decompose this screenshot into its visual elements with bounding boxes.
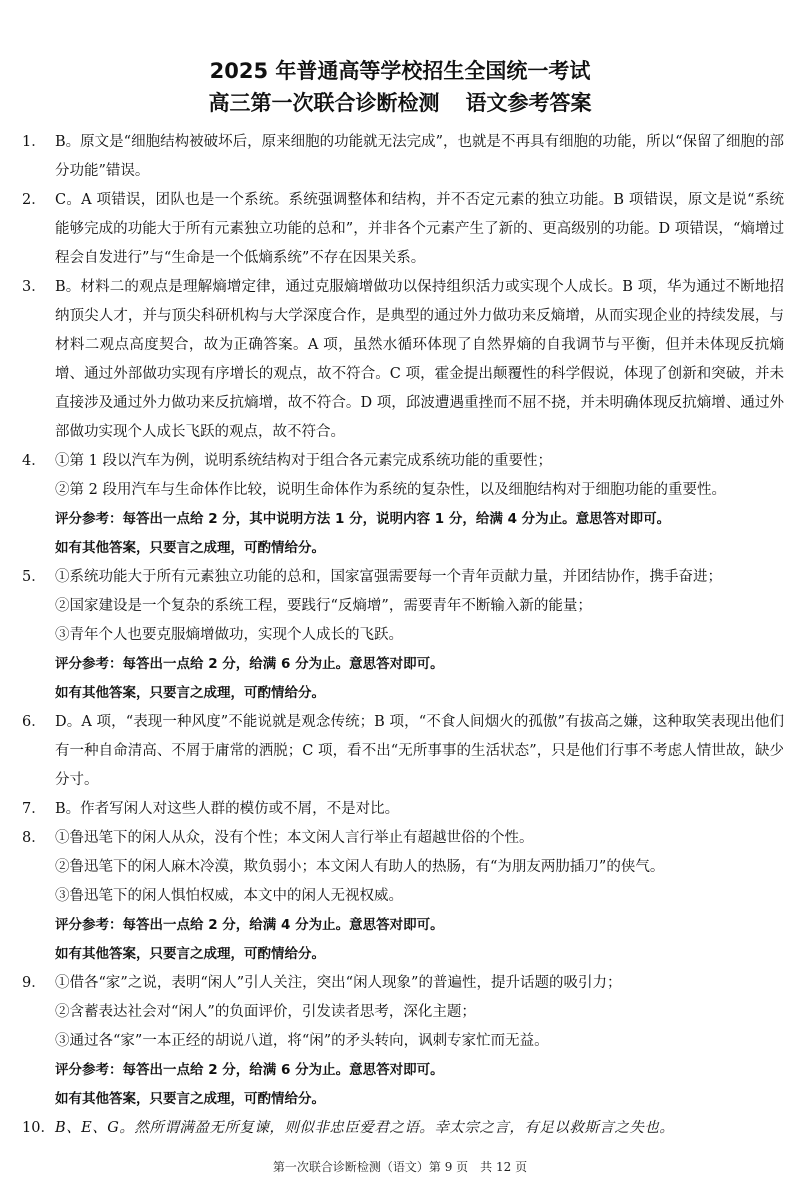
item-number: 2． <box>22 192 46 208</box>
item-number: 1． <box>22 134 46 150</box>
answer-key-title <box>0 87 800 119</box>
answer-item-9 <box>22 969 784 1114</box>
item-number: 8． <box>22 830 46 846</box>
answer-text: D。A 项，“表现一种风度”不能说就是观念传统；B 项，“不食人间烟火的孤傲”有拔高之嫌，这种取笑表现出他们有一种自命清高、不屑于庸常的洒脱；C 项，看不出“无所事事的生活状态”，只是他们行事不考虑人情世故，缺少分寸。 <box>55 714 784 788</box>
answer-point-2: ②鲁迅笔下的闲人麻木冷漠，欺负弱小；本文闲人有助人的热肠，有“为朋友两肋插刀”的侠气。 <box>55 859 665 875</box>
answer-point-1: ①第 1 段以汽车为例，说明系统结构对于组合各元素完成系统功能的重要性； <box>55 453 552 469</box>
answer-list <box>22 128 784 1143</box>
exam-title: 2025 年普通高等学校招生全国统一考试 <box>209 59 591 83</box>
item-number: 7． <box>22 801 46 817</box>
answer-point-2: ②第 2 段用汽车与生命体作比较，说明生命体作为系统的复杂性，以及细胞结构对于细胞功能的重要性。 <box>55 482 726 498</box>
scoring-note: 评分参考：每答出一点给 2 分，给满 6 分为止。意思答对即可。 <box>55 656 444 672</box>
answer-item-8 <box>22 824 784 969</box>
answer-item-4 <box>22 447 784 563</box>
answer-text: B、E、G。然所谓满盈无所复谏，则似非忠臣爱君之语。幸太宗之言，有足以救斯言之失也。 <box>55 1120 675 1136</box>
scoring-note-other: 如有其他答案，只要言之成理，可酌情给分。 <box>55 946 325 962</box>
answer-text: B。原文是“细胞结构被破坏后，原来细胞的功能就无法完成”，也就是不再具有细胞的功能，所以“保留了细胞的部分功能”错误。 <box>55 134 784 179</box>
answer-point-2: ②含蓄表达社会对“闲人”的负面评价，引发读者思考，深化主题； <box>55 1004 476 1020</box>
exam-subtitle: 高三第一次联合诊断检测 <box>208 91 440 115</box>
answer-point-1: ①鲁迅笔下的闲人从众，没有个性；本文闲人言行举止有超越世俗的个性。 <box>55 830 534 846</box>
item-number: 9． <box>22 975 46 991</box>
answer-item-2 <box>22 186 784 273</box>
scoring-note-other: 如有其他答案，只要言之成理，可酌情给分。 <box>55 685 325 701</box>
answer-item-6 <box>22 708 784 795</box>
answer-text: B。作者写闲人对这些人群的模仿或不屑，不是对比。 <box>55 801 400 817</box>
answer-text: C。A 项错误，团队也是一个系统。系统强调整体和结构，并不否定元素的独立功能。B 项错误，原文是说“系统能够完成的功能大于所有元素独立功能的总和”，并非各个元素产生了新的、更高级别的功能。D 项错误，“熵增过程会自发进行”与“生命是一个低熵系统”不存在因果关系。 <box>55 192 784 266</box>
answer-item-10 <box>22 1114 784 1143</box>
answer-point-1: ①借各“家”之说，表明“闲人”引人关注，突出“闲人现象”的普遍性，提升话题的吸引力； <box>55 975 622 991</box>
answer-item-5 <box>22 563 784 708</box>
answer-point-1: ①系统功能大于所有元素独立功能的总和，国家富强需要每一个青年贡献力量，并团结协作，携手奋进； <box>55 569 722 585</box>
item-number: 10． <box>22 1120 55 1136</box>
answer-item-3 <box>22 273 784 447</box>
answer-item-7 <box>22 795 784 824</box>
subject-subtitle: 语文参考答案 <box>465 91 592 115</box>
page-footer: 第一次联合诊断检测（语文）第 9 页 共 12 页 <box>272 1160 528 1174</box>
answer-text: B。材料二的观点是理解熵增定律，通过克服熵增做功以保持组织活力或实现个人成长。B 项，华为通过不断地招纳顶尖人才，并与顶尖科研机构与大学深度合作，是典型的通过外力做功来反熵增，从而实现企业的持续发展，与材料二观点高度契合，故为正确答案。A 项，虽然水循环体现了自然界熵的自我调节与平衡，但并未体现反抗熵增、通过外部做功实现有序增长的观点，故不符合。C 项，霍金提出颠覆性的科学假说，体现了创新和突破，并未直接涉及通过外力做功来反抗熵增，故不符合。D 项，邱波遭遇重挫而不屈不挠，并未明确体现反抗熵增、通过外部做功实现个人成长飞跃的观点，故不符合。 <box>55 279 784 440</box>
scoring-note-other: 如有其他答案，只要言之成理，可酌情给分。 <box>55 1091 325 1107</box>
scoring-note: 评分参考：每答出一点给 2 分，给满 6 分为止。意思答对即可。 <box>55 1062 444 1078</box>
answer-item-1 <box>22 128 784 186</box>
answer-point-3: ③鲁迅笔下的闲人惧怕权威，本文中的闲人无视权威。 <box>55 888 403 904</box>
item-number: 4． <box>22 453 46 469</box>
answer-point-2: ②国家建设是一个复杂的系统工程，要践行“反熵增”，需要青年不断输入新的能量； <box>55 598 592 614</box>
scoring-note: 评分参考：每答出一点给 2 分，给满 4 分为止。意思答对即可。 <box>55 917 444 933</box>
answer-point-3: ③通过各“家”一本正经的胡说八道，将“闲”的矛头转向，讽刺专家忙而无益。 <box>55 1033 549 1049</box>
item-number: 6． <box>22 714 46 730</box>
item-number: 5． <box>22 569 46 585</box>
scoring-note: 评分参考：每答出一点给 2 分，其中说明方法 1 分，说明内容 1 分，给满 4 分为止。意思答对即可。 <box>55 511 671 527</box>
answer-point-3: ③青年个人也要克服熵增做功，实现个人成长的飞跃。 <box>55 627 403 643</box>
scoring-note-other: 如有其他答案，只要言之成理，可酌情给分。 <box>55 540 325 556</box>
item-number: 3． <box>22 279 46 295</box>
